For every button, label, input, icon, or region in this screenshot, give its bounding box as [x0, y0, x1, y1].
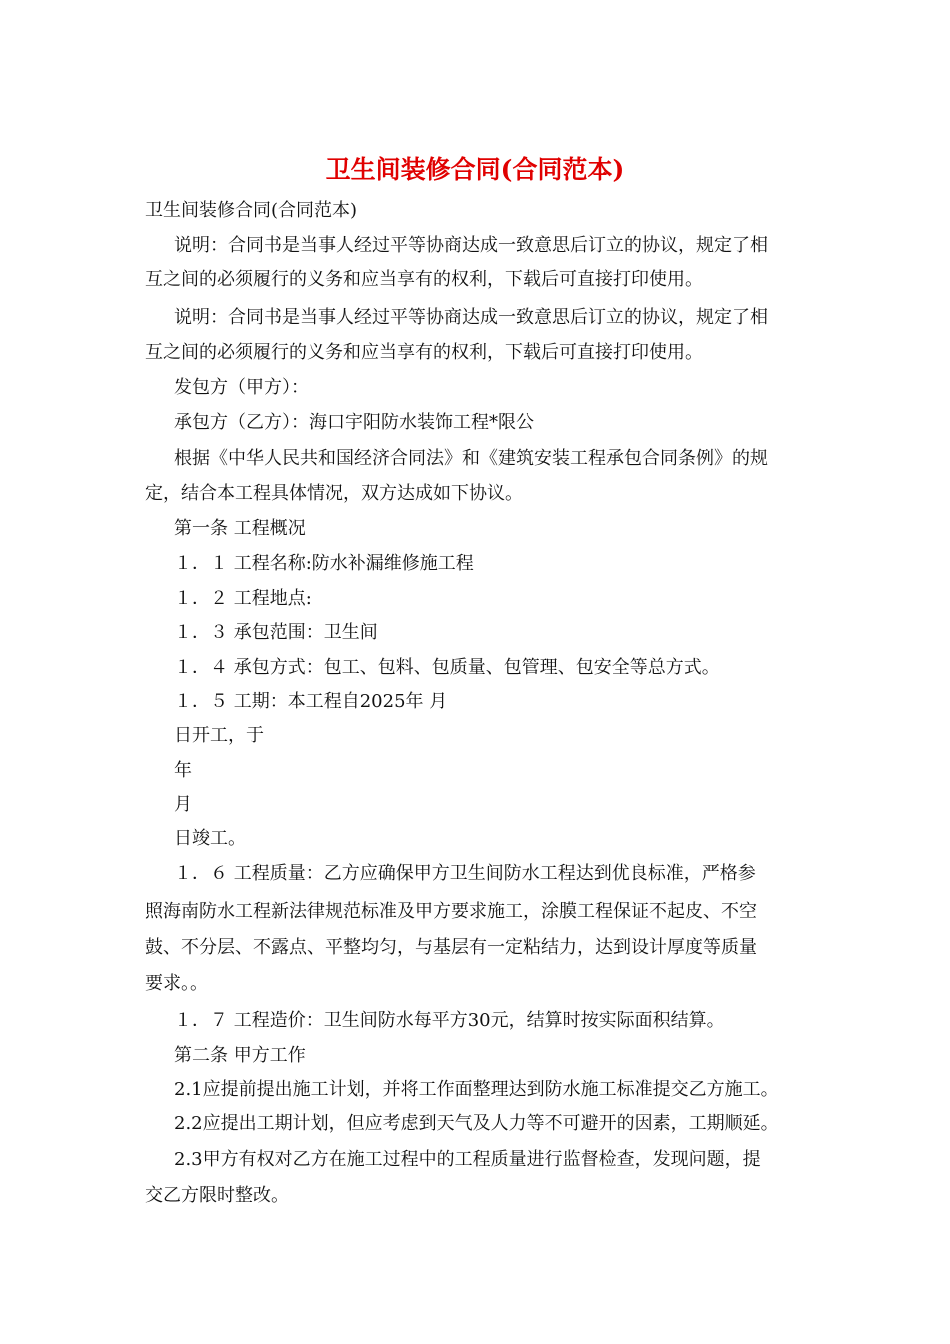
paragraph-line: 2.2应提出工期计划，但应考虑到天气及人力等不可避开的因素，工期顺延。: [174, 1113, 779, 1134]
paragraph-line: １．１ 工程名称:防水补漏维修施工程: [174, 553, 474, 574]
paragraph-line: 说明：合同书是当事人经过平等协商达成一致意思后订立的协议，规定了相: [174, 235, 768, 256]
paragraph-line: 日竣工。: [174, 828, 246, 849]
paragraph-line: 月: [174, 794, 192, 815]
paragraph-line: 年: [174, 760, 192, 781]
paragraph-line: 互之间的必须履行的义务和应当享有的权利，下载后可直接打印使用。: [145, 269, 703, 290]
paragraph-line: 照海南防水工程新法律规范标准及甲方要求施工，涂膜工程保证不起皮、不空: [145, 901, 757, 922]
paragraph-line: 说明：合同书是当事人经过平等协商达成一致意思后订立的协议，规定了相: [174, 307, 768, 328]
paragraph-line: １．７ 工程造价：卫生间防水每平方30元，结算时按实际面积结算。: [174, 1010, 725, 1031]
document-title: 卫生间装修合同(合同范本): [325, 155, 625, 184]
paragraph-line: 互之间的必须履行的义务和应当享有的权利，下载后可直接打印使用。: [145, 342, 703, 363]
document-subtitle: 卫生间装修合同(合同范本): [145, 200, 358, 221]
paragraph-line: 鼓、不分层、不露点、平整均匀，与基层有一定粘结力，达到设计厚度等质量: [145, 937, 757, 958]
paragraph-line: 发包方（甲方）：: [174, 377, 309, 398]
paragraph-line: 2.1应提前提出施工计划，并将工作面整理达到防水施工标准提交乙方施工。: [174, 1079, 779, 1100]
paragraph-line: １．６ 工程质量：乙方应确保甲方卫生间防水工程达到优良标准，严格参: [174, 863, 756, 884]
paragraph-line: 交乙方限时整改。: [145, 1185, 289, 1206]
paragraph-line: 2.3甲方有权对乙方在施工过程中的工程质量进行监督检查，发现问题，提: [174, 1149, 761, 1170]
paragraph-line: 根据《中华人民共和国经济合同法》和《建筑安装工程承包合同条例》的规: [174, 448, 768, 469]
paragraph-line: １．４ 承包方式：包工、包料、包质量、包管理、包安全等总方式。: [174, 657, 720, 678]
paragraph-line: 定，结合本工程具体情况，双方达成如下协议。: [145, 483, 523, 504]
paragraph-line: １．３ 承包范围：卫生间: [174, 622, 378, 643]
section-heading: 第二条 甲方工作: [174, 1045, 306, 1066]
section-heading: 第一条 工程概况: [174, 518, 306, 539]
paragraph-line: １．５ 工期：本工程自2025年 月: [174, 691, 448, 712]
paragraph-line: １．２ 工程地点:: [174, 588, 312, 609]
paragraph-line: 要求。。: [145, 973, 208, 994]
paragraph-line: 承包方（乙方）：海口宇阳防水装饰工程*限公: [174, 412, 534, 433]
paragraph-line: 日开工，于: [174, 725, 264, 746]
